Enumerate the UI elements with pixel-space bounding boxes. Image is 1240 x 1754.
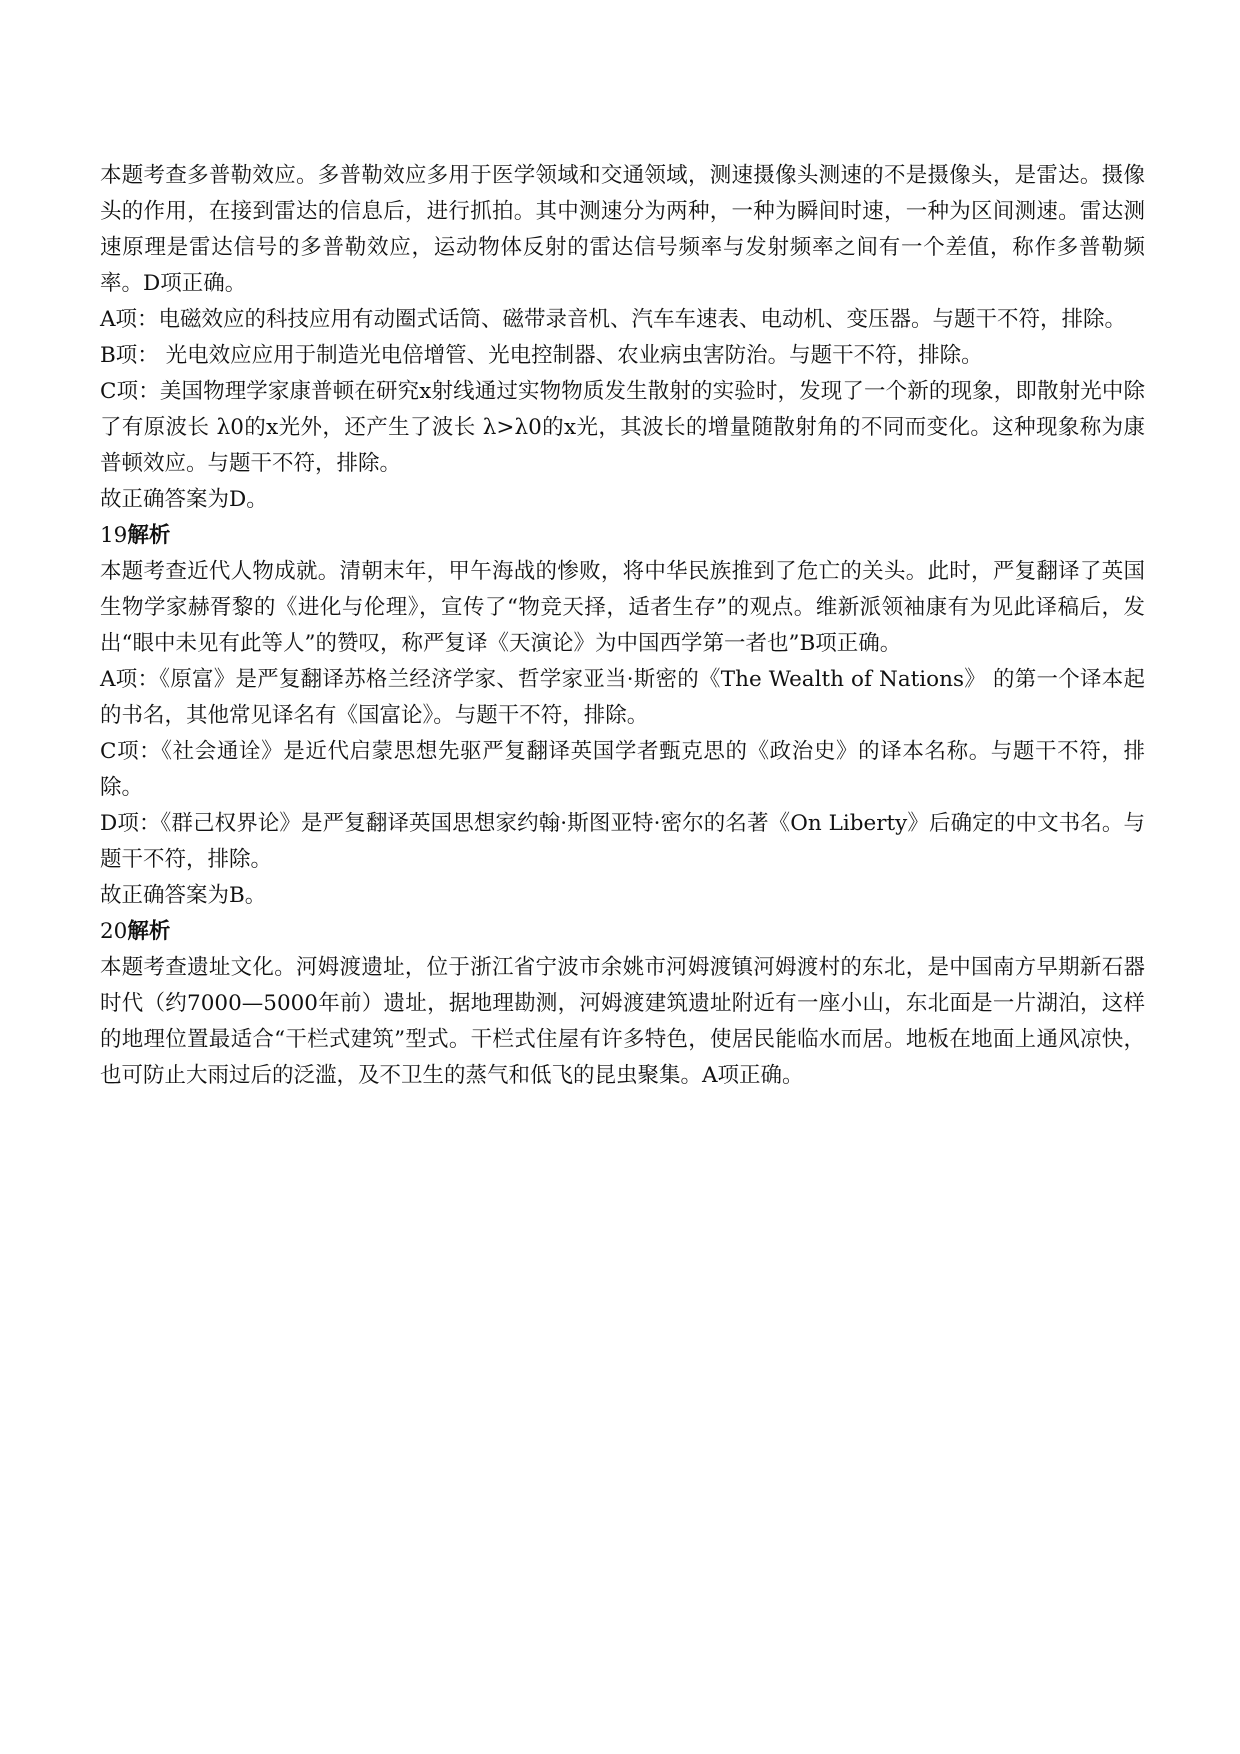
q19-intro: 本题考查近代人物成就。清朝末年，甲午海战的惨败，将中华民族推到了危亡的关头。此时，严复翻译了英国生物学家赫胥黎的《进化与伦理》，宣传了“物竞天择，适者生存”的观点。维新派领袖康有为见此译稿后，发出“眼中未见有此等人”的赞叹，称严复译《天演论》为中国西学第一者也”B项正确。: [100, 559, 1145, 656]
q19-answer: 故正确答案为B。: [100, 883, 267, 908]
q18-answer: 故正确答案为D。: [100, 487, 268, 512]
q19-heading: [100, 518, 1145, 554]
q20-number: 20: [100, 919, 128, 944]
q18-option-b: B项： 光电效应应用于制造光电倍增管、光电控制器、农业病虫害防治。与题干不符，排除。: [100, 343, 983, 368]
q20-heading-label: 解析: [127, 919, 171, 944]
q18-intro: 本题考查多普勒效应。多普勒效应多用于医学领域和交通领域，测速摄像头测速的不是摄像头，是雷达。摄像头的作用，在接到雷达的信息后，进行抓拍。其中测速分为两种，一种为瞬间时速，一种为区间测速。雷达测速原理是雷达信号的多普勒效应，运动物体反射的雷达信号频率与发射频率之间有一个差值，称作多普勒频率。D项正确。: [100, 163, 1145, 296]
q20-heading: [100, 914, 1145, 950]
q19-option-a: A项：《原富》是严复翻译苏格兰经济学家、哲学家亚当·斯密的《The Wealth of Nations》 的第一个译本起的书名，其他常见译名有《国富论》。与题干不符，排除。: [100, 667, 1145, 728]
q19-option-c: C项：《社会通诠》是近代启蒙思想先驱严复翻译英国学者甄克思的《政治史》的译本名称。与题干不符，排除。: [100, 739, 1145, 800]
q19-option-d: D项：《群己权界论》是严复翻译英国思想家约翰·斯图亚特·密尔的名著《On Liberty》后确定的中文书名。与题干不符，排除。: [100, 811, 1145, 872]
q19-heading-label: 解析: [127, 523, 171, 548]
q20-intro: 本题考查遗址文化。河姆渡遗址，位于浙江省宁波市余姚市河姆渡镇河姆渡村的东北，是中国南方早期新石器时代（约7000—5000年前）遗址，据地理勘测，河姆渡建筑遗址附近有一座小山，东北面是一片湖泊，这样的地理位置最适合“干栏式建筑”型式。干栏式住屋有许多特色，使居民能临水而居。地板在地面上通风凉快，也可防止大雨过后的泛滥，及不卫生的蒸气和低飞的昆虫聚集。A项正确。: [100, 955, 1145, 1088]
answer-explanation-page: [100, 158, 1145, 1094]
q19-number: 19: [100, 523, 128, 548]
q18-option-a: A项：电磁效应的科技应用有动圈式话筒、磁带录音机、汽车车速表、电动机、变压器。与题干不符，排除。: [100, 307, 1127, 332]
q18-option-c: C项：美国物理学家康普顿在研究x射线通过实物物质发生散射的实验时，发现了一个新的现象，即散射光中除了有原波长 λ0的x光外，还产生了波长 λ>λ0的x光，其波长的增量随散射角的不同而变化。这种现象称为康普顿效应。与题干不符，排除。: [100, 379, 1145, 476]
